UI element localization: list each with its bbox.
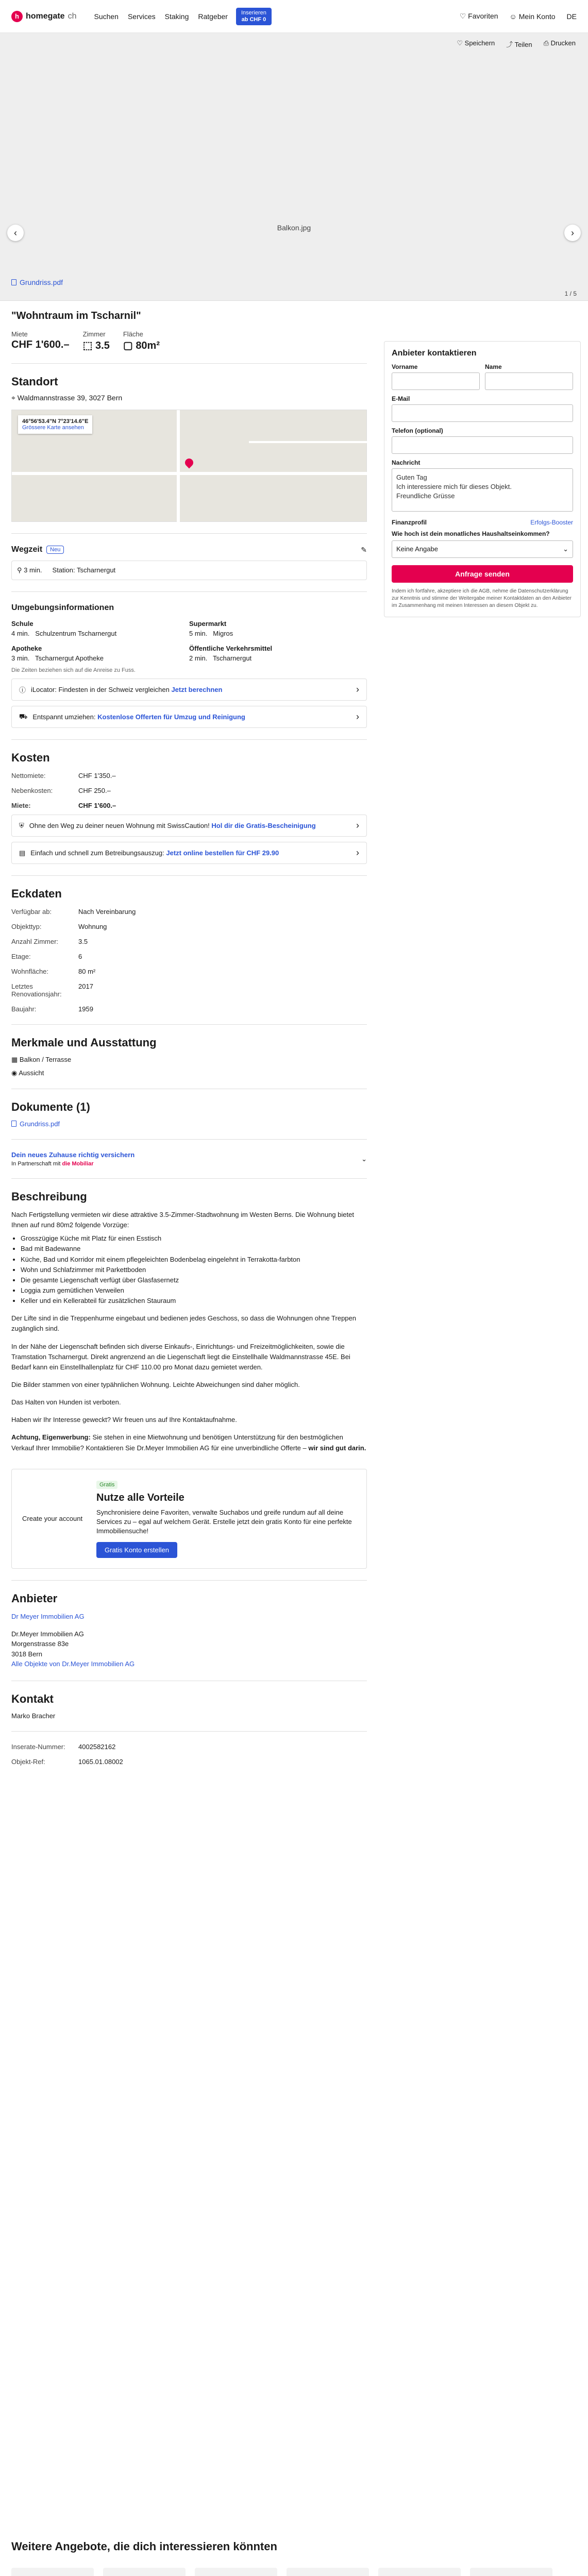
view-icon: ◉ [11,1069,19,1077]
eckdaten-key: Objekttyp: [11,923,42,930]
umgebung-cat: Öffentliche Verkehrsmittel [189,645,273,652]
file-icon [11,279,16,285]
kosten-table [11,772,367,809]
description-bullet: • Wohn und Schlafzimmer mit Parkettboden [21,1265,367,1275]
offer-skeletons [11,2568,577,2576]
map-pin-icon [183,457,195,469]
umgebung-time: 2 min. [189,654,208,662]
floorplan-link[interactable] [11,278,63,286]
merkmal-item [11,1056,367,1064]
save-listing-button[interactable] [457,39,495,49]
contact-form-title: Anbieter kontaktieren [392,349,477,358]
shield-icon: ⛨ [19,821,24,829]
language-switch[interactable]: DE [566,12,577,21]
id-key: Objekt-Ref: [11,1757,45,1766]
insert-button-sub: ab CHF 0 [241,16,266,23]
image-gallery[interactable] [0,33,588,301]
chevron-down-icon: ⌄ [563,545,568,553]
gallery-image-label: Balkon.jpg [277,224,311,232]
field-label: Telefon (optional) [392,427,443,434]
umgebung-name: Schulzentrum Tscharnergut [35,630,117,637]
umzug-banner[interactable] [11,706,367,728]
description-bullet: • Loggia zum gemütlichen Verweilen [21,1285,367,1296]
eckdaten-key: Wohnfläche: [11,968,49,975]
nav-item[interactable]: Ratgeber [198,12,228,21]
key-fact-value: CHF 1'600.– [11,339,70,350]
kosten-key: Miete: [11,802,31,809]
location-pin-icon: ⌖ [11,394,18,402]
nav-item[interactable]: Suchen [94,12,119,21]
send-inquiry-button[interactable]: Anfrage senden [392,565,573,583]
more-offers-section [11,2540,577,2576]
description-bullet: • Grosszügige Küche mit Platz für einen Esstisch [21,1233,367,1244]
anbieter-street: Morgenstrasse 83e [11,1640,69,1648]
umgebung-time: 5 min. [189,630,208,637]
umgebung-item [189,620,367,637]
umgebung-time: 4 min. [11,630,30,637]
walk-destination: Station: Tscharnergut [52,566,116,574]
message-textarea[interactable]: Guten Tag Ich interessiere mich für dieses Objekt. Freundliche Grüsse [392,468,573,512]
listing-ids [11,1743,367,1766]
offer-card-placeholder[interactable] [470,2568,552,2576]
insert-button[interactable] [236,8,272,25]
banner-link[interactable]: Hol dir die Gratis-Bescheinigung [211,822,316,829]
map-coordinates: 46°56'53.4"N 7°23'14.6"E [22,418,89,425]
gallery-next-button[interactable] [564,225,581,241]
document-icon: ▤ [19,849,26,857]
offer-card-placeholder[interactable] [287,2568,369,2576]
eckdaten-value: 1959 [78,1005,93,1013]
location-map[interactable] [11,410,367,522]
income-question: Wie hoch ist dein monatliches Haushaltseinkommen? [392,530,550,537]
eckdaten-key: Verfügbar ab: [11,908,52,916]
account-link[interactable] [510,12,556,21]
main-nav [94,12,227,21]
standort-heading: Standort [11,375,58,388]
insert-button-label: Inserieren [241,9,266,16]
main-content [11,278,367,1766]
truck-icon: ⛟ [19,712,28,720]
description-text: Sie stehen in eine Mietwohnung und benötigen Unterstützung für den bestmöglichen Verkauf Ihrer Immobilie? Kontaktieren Sie Dr.Meyer Immobilien AG für eine unverbindliche Offerte – [11,1433,343,1452]
merkmale-list [11,1056,367,1077]
eckdaten-key: Letztes Renovationsjahr: [11,982,62,998]
anbieter-heading: Anbieter [11,1592,58,1605]
promo-left-text: Create your account [22,1515,83,1523]
nav-item[interactable]: Services [127,12,156,21]
nav-item[interactable]: Staking [164,12,189,21]
chevron-left-icon: ‹ [14,227,17,238]
umgebung-time: 3 min. [11,654,30,662]
umgebung-grid [11,620,367,662]
edit-icon[interactable]: ✎ [361,545,367,554]
insurance-partner-text: In Partnerschaft mit [11,1161,61,1167]
eckdaten-heading: Eckdaten [11,887,62,900]
email-input[interactable] [392,404,573,422]
description-bullet: • Küche, Bad und Korridor mit einem pflegeleichten Bodenbelag eingelehnt in Terrakotta-farbton [21,1255,367,1265]
logo-suffix: ch [68,11,77,21]
share-button[interactable] [506,39,532,49]
chevron-right-icon: › [356,848,359,858]
swisscaution-banner[interactable] [11,815,367,837]
umgebung-item [11,645,189,662]
insurance-title: Dein neues Zuhause richtig versichern [11,1151,135,1159]
document-link[interactable] [11,1120,367,1128]
offer-card-placeholder[interactable] [195,2568,277,2576]
address [11,394,367,402]
description-bold: Achtung, Eigenwerbung: [11,1433,91,1442]
wegzeit-heading: Wegzeit [11,545,43,554]
description-paragraph: Haben wir Ihr Interesse geweckt? Wir freuen uns auf Ihre Kontaktaufnahme. [11,1416,237,1424]
file-icon [11,1121,16,1127]
id-value: 1065.01.08002 [78,1757,123,1766]
field-label: E-Mail [392,395,410,402]
floorplan-label: Grundriss.pdf [20,278,63,286]
id-value: 4002582162 [78,1742,116,1751]
ilocator-banner[interactable] [11,679,367,701]
description-paragraph: Die Bilder stammen von einer typähnlichen Wohnung. Leichte Abweichungen sind daher möglich. [11,1380,300,1388]
field-label: Name [485,363,502,370]
umgebung-cat: Apotheke [11,645,42,652]
logo-mark-icon: h [11,11,23,22]
gallery-prev-button[interactable] [7,225,24,241]
firstname-input[interactable] [392,372,480,390]
banner-link[interactable]: Kostenlose Offerten für Umzug und Reinigung [97,713,245,721]
heart-icon: ♡ [457,39,465,47]
chevron-right-icon: › [356,820,359,831]
description-paragraph: Der Lifte sind in die Treppenhurme eingebaut und bedienen jedes Geschoss, so dass die Wohnungen ohne Treppen zugänglich sind. [11,1314,356,1333]
offer-card-placeholder[interactable] [11,2568,94,2576]
user-icon: ☺ [509,12,519,21]
betreibung-banner[interactable] [11,842,367,864]
map-info-card [18,415,92,434]
description-bold: wir sind gut darin. [308,1444,366,1452]
promo-title: Nutze alle Vorteile [96,1492,184,1503]
rooms-icon: ⬚ [82,340,96,351]
description-bullet: • Keller und ein Kellerabteil für zusätzlichen Stauraum [21,1296,367,1306]
key-fact-rent [11,330,70,352]
heart-icon: ♡ [459,12,468,20]
id-key: Inserate-Nummer: [11,1742,65,1751]
description-paragraph: Das Halten von Hunden ist verboten. [11,1398,121,1406]
new-badge: Neu [46,546,64,554]
banner-link[interactable]: Jetzt berechnen [171,686,223,693]
key-fact-value: 80m² [136,340,160,351]
document-label: Grundriss.pdf [20,1120,60,1128]
finance-booster-link[interactable]: Erfolgs-Booster [530,519,573,526]
umgebung-heading: Umgebungsinformationen [11,603,114,612]
field-label: Vorname [392,363,418,370]
eckdaten-key: Baujahr: [11,1005,37,1013]
description-body [11,1210,367,1453]
walk-time-value: 3 min. [24,566,42,574]
description-paragraph [11,1432,367,1453]
income-select[interactable] [392,540,573,558]
income-select-value: Keine Angabe [396,545,438,553]
create-account-button[interactable]: Gratis Konto erstellen [96,1542,177,1558]
merkmal-label: Balkon / Terrasse [19,1056,72,1063]
key-fact-label: Fläche [123,330,143,338]
favorites-label: Favoriten [468,12,498,20]
walk-time [17,566,42,574]
gallery-counter: 1 / 5 [564,290,577,297]
save-label: Speichern [464,39,495,47]
print-button[interactable] [544,39,576,49]
walk-icon: ⚲ [17,566,24,574]
eckdaten-key: Etage: [11,953,31,960]
banner-text: Einfach und schnell zum Betreibungsauszug: [30,849,164,857]
account-label: Mein Konto [518,12,556,21]
finance-label: Finanzprofil [392,519,427,526]
lastname-input[interactable] [485,372,573,390]
site-header [0,0,588,33]
share-icon: ⤴ [506,41,515,48]
umgebung-note: Die Zeiten beziehen sich auf die Anreise zu Fuss. [11,667,136,673]
mobiliar-logo: die Mobiliar [62,1161,94,1167]
umgebung-cat: Supermarkt [189,620,227,628]
anbieter-all-listings-link[interactable]: Alle Objekte von Dr.Meyer Immobilien AG [11,1660,135,1668]
kosten-key: Nettomiete: [11,772,46,779]
print-icon: ⎙ [543,39,551,47]
eckdaten-value: Nach Vereinbarung [78,908,136,916]
key-fact-label: Miete [11,330,28,338]
kontakt-heading: Kontakt [11,1692,54,1705]
banner-text: Ohne den Weg zu deiner neuen Wohnung mit SwissCaution! [29,822,210,829]
eckdaten-key: Anzahl Zimmer: [11,938,59,945]
eckdaten-value: 80 m² [78,968,96,975]
description-bullet: • Die gesamte Liegenschaft verfügt über Glasfasernetz [21,1275,367,1285]
umgebung-cat: Schule [11,620,33,628]
umgebung-item [189,645,367,662]
key-facts [11,330,367,352]
dokumente-heading: Dokumente (1) [11,1100,90,1113]
kosten-heading: Kosten [11,751,50,764]
account-promo [11,1469,367,1569]
description-bullet: • Bad mit Badewanne [21,1244,367,1254]
merkmale-heading: Merkmale und Ausstattung [11,1036,157,1049]
eckdaten-table [11,908,367,1013]
merkmal-label: Aussicht [19,1069,44,1077]
description-paragraph: In der Nähe der Liegenschaft befinden sich diverse Einkaufs-, Einrichtungs- und Freizeitmöglichkeiten, sowie die Tramstation Tscharnergut. Direkt angrenzend an die Liegenschaft liegt die Einstellhalle Waldmannstrasse 45E. Bei Bedarf kann ein Einstellhallenplatz für CHF 110.00 pro Monat dazu gemietet werden. [11,1342,350,1371]
anbieter-city: 3018 Bern [11,1650,42,1658]
address-text: Waldmannstrasse 39, 3027 Bern [17,394,123,402]
key-fact-rooms [83,330,110,352]
kosten-value: CHF 1'350.– [78,772,116,779]
anbieter-name: Dr.Meyer Immobilien AG [11,1630,84,1638]
kosten-value: CHF 1'600.– [78,802,116,809]
kosten-value: CHF 250.– [78,787,111,794]
share-label: Teilen [514,41,532,48]
gratis-badge: Gratis [96,1481,117,1489]
balcony-icon: ▦ [11,1056,20,1063]
umgebung-name: Tscharnergut Apotheke [35,654,104,662]
listing-title: "Wohntraum im Tscharnil" [11,310,141,321]
chevron-right-icon: › [356,684,359,694]
key-fact-area [123,330,160,352]
phone-input[interactable] [392,436,573,454]
insurance-teaser[interactable] [11,1151,367,1167]
info-icon: ⓘ [19,686,26,694]
contact-person: Marko Bracher [11,1711,56,1720]
offer-card-placeholder[interactable] [378,2568,461,2576]
favorites-link[interactable] [460,12,498,21]
logo-text: homegate [26,11,65,21]
umgebung-name: Tscharnergut [213,654,252,662]
offer-card-placeholder[interactable] [103,2568,186,2576]
key-fact-value: 3.5 [95,340,110,351]
map-larger-link[interactable]: Grössere Karte ansehen [22,425,84,431]
key-fact-label: Zimmer [82,330,106,338]
chevron-right-icon: › [571,227,574,238]
umgebung-item [11,620,189,637]
anbieter-logo[interactable]: Dr Meyer Immobilien AG [11,1613,85,1621]
chevron-down-icon: ⌄ [361,1155,367,1163]
eckdaten-value: 3.5 [78,938,88,945]
banner-text: Entspannt umziehen: [32,713,96,721]
anbieter-info [11,1612,367,1669]
promo-text: Synchronisiere deine Favoriten, verwalte Suchabos und greife rundum auf all deine Services zu – egal auf welchem Gerät. Erstelle jetzt dein gratis Konto für eine perfekte Immobiliensuche! [96,1508,352,1535]
field-label: Nachricht [392,459,421,466]
kosten-key: Nebenkosten: [11,787,53,794]
beschreibung-heading: Beschreibung [11,1190,87,1203]
more-offers-heading: Weitere Angebote, die dich interessieren könnten [11,2540,277,2553]
contact-form [384,341,581,617]
eckdaten-value: 6 [78,953,82,960]
chevron-right-icon: › [356,711,359,722]
area-icon: ▢ [123,340,136,351]
homegate-logo[interactable] [11,11,76,22]
merkmal-item [11,1069,367,1077]
legal-notice: Indem ich fortfahre, akzeptiere ich die AGB, nehme die Datenschutzerklärung zur Kenntnis und stimme der Weitergabe meiner Kontaktdaten an den Anbieter im Zusammenhang mit meinen Interessen an diesem Objekt zu. [392,588,572,608]
print-label: Drucken [550,39,576,47]
banner-link[interactable]: Jetzt online bestellen für CHF 29.90 [166,849,279,857]
umgebung-name: Migros [213,630,233,637]
description-intro: Nach Fertigstellung vermieten wir diese attraktive 3.5-Zimmer-Stadtwohnung im Westen Berns. Die Wohnung bietet Ihnen auf rund 80m2 folgende Vorzüge: [11,1211,354,1229]
eckdaten-value: 2017 [78,982,93,990]
banner-text: iLocator: Findesten in der Schweiz vergleichen [31,686,170,693]
eckdaten-value: Wohnung [78,923,107,930]
